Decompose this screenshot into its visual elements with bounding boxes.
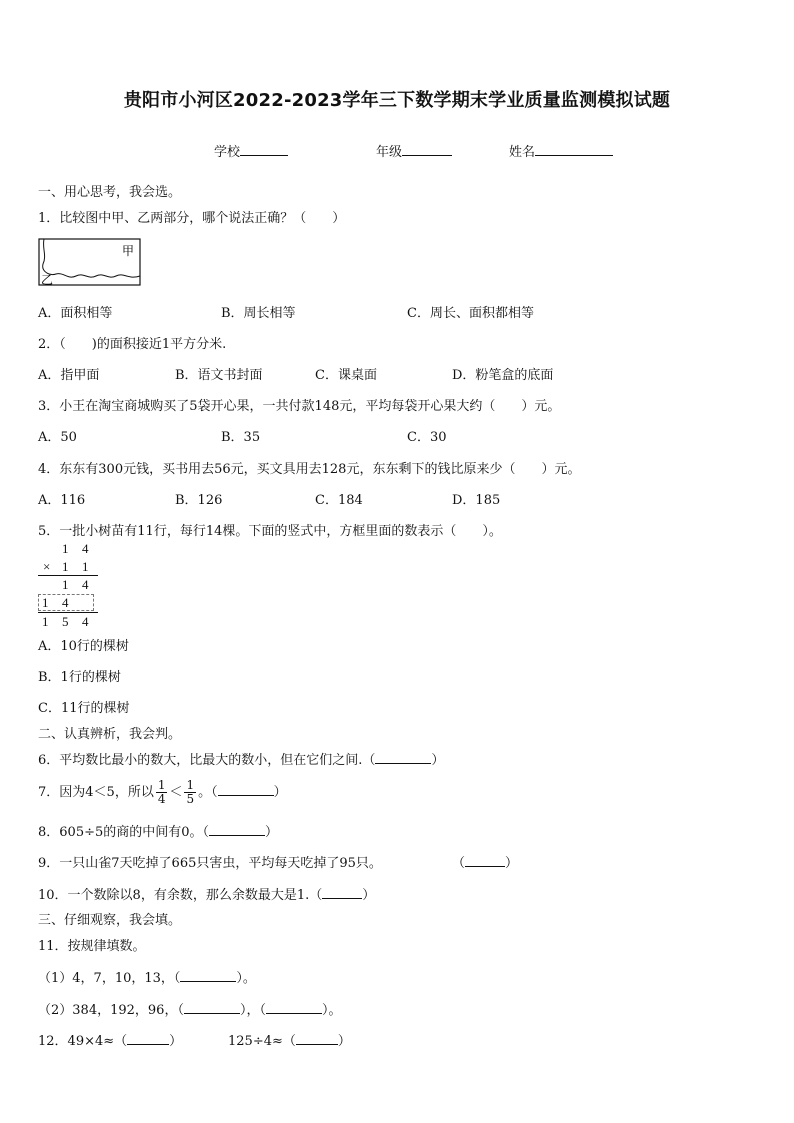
q6-close: ） — [431, 753, 445, 768]
q1-option-c[interactable]: C．周长、面积都相等 — [407, 306, 534, 321]
q7-close: ） — [273, 785, 287, 800]
calc-line — [38, 575, 98, 576]
less-than: ＜ — [169, 785, 183, 800]
question-9 — [38, 852, 382, 871]
q6-answer-blank[interactable] — [375, 751, 431, 764]
q2-option-a[interactable]: A．指甲面 — [38, 368, 100, 383]
q9-text: 9．一只山雀7天吃掉了665只害虫，平均每天吃掉了95只。 — [38, 856, 382, 871]
q7-open: 。（ — [198, 785, 218, 800]
question-4-stem: 4．东东有300元钱，买书用去56元，买文具用去128元，东东剩下的钱比原来少（ ）元。 — [38, 462, 581, 477]
calc-digit: 1 — [42, 595, 49, 610]
q8-text: 8．605÷5的商的中间有0。（ — [38, 825, 210, 840]
name-blank[interactable] — [535, 143, 613, 156]
name-label: 姓名 — [509, 145, 536, 160]
q11-part-2-end: ）。 — [321, 1003, 342, 1018]
q11-part-2-blank-1[interactable] — [184, 1001, 240, 1014]
name-field — [509, 141, 613, 160]
q4-option-a[interactable]: A．116 — [38, 493, 86, 508]
q9-close: ） — [505, 856, 519, 871]
calc-digit: 4 — [82, 541, 89, 556]
denominator: 5 — [186, 792, 195, 806]
grade-field — [376, 141, 452, 160]
figure-label-yi: 乙 — [41, 273, 54, 287]
calc-digit: 4 — [82, 614, 89, 629]
q2-option-c[interactable]: C．课桌面 — [315, 368, 377, 383]
q9-answer-blank[interactable] — [465, 854, 505, 867]
q5-option-a[interactable]: A．10行的棵树 — [38, 639, 129, 654]
q11-part-1-text: （1）4，7，10，13，（ — [38, 971, 181, 986]
numerator: 1 — [186, 778, 195, 792]
question-5-stem: 5．一批小树苗有11行，每行14棵。下面的竖式中，方框里面的数表示（ ）。 — [38, 524, 502, 539]
q10-close: ） — [362, 888, 376, 903]
q11-part-1-blank[interactable] — [180, 969, 236, 982]
q7-answer-blank[interactable] — [218, 783, 274, 796]
q5-option-b[interactable]: B．1行的棵树 — [38, 670, 121, 685]
fraction-one-fourth — [156, 779, 168, 806]
question-2-stem: 2．（ )的面积接近1平方分米. — [38, 337, 227, 352]
grade-label: 年级 — [376, 145, 403, 160]
question-8 — [38, 821, 278, 840]
q12-b-text: 125÷4≈（ — [228, 1034, 296, 1049]
calc-digit: 1 — [42, 614, 49, 629]
question-1-stem: 1．比较图中甲、乙两部分，哪个说法正确？（ ） — [38, 211, 346, 226]
q7-text: 7．因为4＜5，所以 — [38, 785, 154, 800]
q3-option-c[interactable]: C．30 — [407, 430, 447, 445]
q8-close: ） — [265, 825, 279, 840]
q1-option-b[interactable]: B．周长相等 — [221, 306, 296, 321]
q11-part-2 — [38, 999, 341, 1018]
q9-open: （ — [452, 856, 466, 871]
q11-part-2-text: （2）384，192，96，（ — [38, 1003, 184, 1018]
calc-line — [38, 612, 98, 613]
question-12-b — [228, 1030, 351, 1049]
q11-part-2-blank-2[interactable] — [266, 1001, 322, 1014]
question-3-stem: 3．小王在淘宝商城购买了5袋开心果，一共付款148元，平均每袋开心果大约（ ）元。 — [38, 399, 561, 414]
q5-vertical-calc — [38, 541, 100, 631]
calc-digit: 1 — [62, 577, 69, 592]
calc-digit: 1 — [82, 559, 89, 574]
school-field — [214, 141, 288, 160]
figure-label-jia: 甲 — [122, 244, 135, 258]
q12-a-end: ） — [169, 1034, 183, 1049]
question-6 — [38, 749, 444, 768]
q4-option-b[interactable]: B．126 — [175, 493, 223, 508]
q1-option-a[interactable]: A．面积相等 — [38, 306, 113, 321]
q11-part-1 — [38, 967, 256, 986]
q6-text: 6．平均数比最小的数大，比最大的数小，但在它们之间.（ — [38, 753, 376, 768]
q9-answer — [452, 852, 518, 871]
q8-answer-blank[interactable] — [209, 823, 265, 836]
q3-option-a[interactable]: A．50 — [38, 430, 77, 445]
school-blank[interactable] — [240, 143, 288, 156]
section-heading: 三、仔细观察，我会填。 — [38, 913, 182, 928]
calc-digit: 5 — [62, 614, 69, 629]
q5-option-c[interactable]: C．11行的棵树 — [38, 701, 130, 716]
q12-a-text: 12．49×4≈（ — [38, 1034, 128, 1049]
school-label: 学校 — [214, 145, 241, 160]
page-title: 贵阳市小河区2022-2023学年三下数学期末学业质量监测模拟试题 — [123, 90, 671, 111]
q2-option-b[interactable]: B．语文书封面 — [175, 368, 263, 383]
section-heading: 一、用心思考，我会选。 — [38, 185, 182, 200]
question-10 — [38, 884, 375, 903]
numerator: 1 — [157, 778, 166, 792]
q11-part-2-mid: ），（ — [239, 1003, 266, 1018]
multiply-sign: × — [43, 559, 51, 574]
q2-option-d[interactable]: D．粉笔盒的底面 — [452, 368, 554, 383]
calc-digit: 1 — [62, 541, 69, 556]
q12-a-blank[interactable] — [127, 1032, 169, 1045]
q3-option-b[interactable]: B．35 — [221, 430, 261, 445]
q11-part-1-end: ）。 — [236, 971, 256, 986]
q4-option-d[interactable]: D．185 — [452, 493, 501, 508]
q1-figure — [38, 236, 142, 288]
question-12-a — [38, 1030, 182, 1049]
q10-text: 10．一个数除以8，有余数，那么余数最大是1.（ — [38, 888, 323, 903]
grade-blank[interactable] — [402, 143, 452, 156]
question-7 — [38, 776, 287, 810]
q4-option-c[interactable]: C．184 — [315, 493, 363, 508]
denominator: 4 — [157, 792, 166, 806]
calc-digit: 4 — [82, 577, 89, 592]
section-heading: 二、认真辨析，我会判。 — [38, 727, 182, 742]
calc-digit: 4 — [62, 595, 69, 610]
q12-b-end: ） — [337, 1034, 351, 1049]
question-11-stem: 11．按规律填数。 — [38, 939, 146, 954]
q12-b-blank[interactable] — [296, 1032, 338, 1045]
calc-digit: 1 — [62, 559, 69, 574]
q10-answer-blank[interactable] — [322, 886, 362, 899]
fraction-one-fifth — [184, 779, 196, 806]
